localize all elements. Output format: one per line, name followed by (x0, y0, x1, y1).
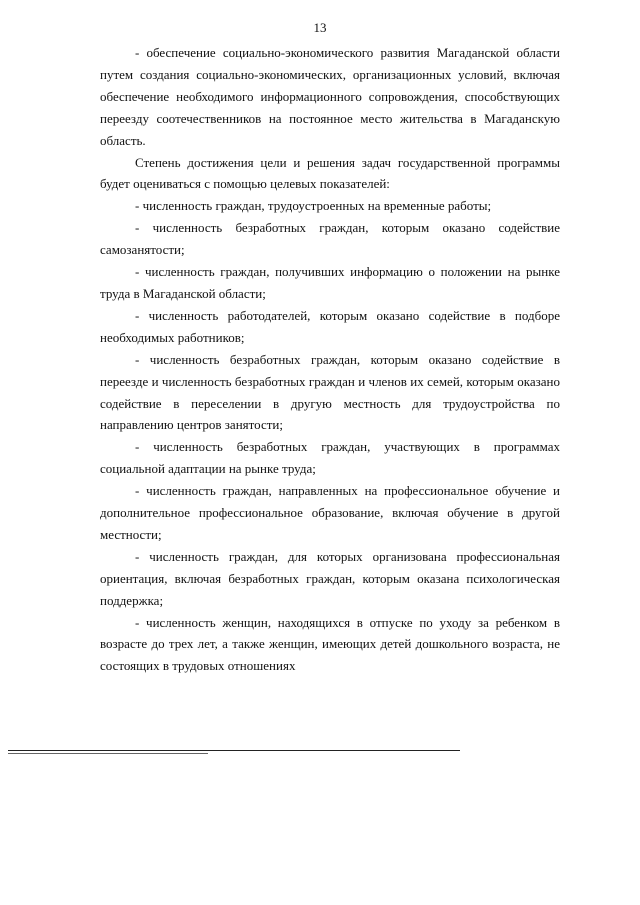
indicator-relocation: - численность безработных граждан, которым оказано содействие в переезде и численность безработных граждан и членов их семей, которым оказано содействие в переселении в другую местность для трудоустройства по направлению центров занятости; (100, 351, 560, 433)
indicator-labor-market-info: - численность граждан, получивших информацию о положении на рынке труда в Магаданской области; (100, 264, 560, 301)
paragraph-development-goal: - обеспечение социально-экономического развития Магаданской области путем создания социально-экономических, организационных условий, включая обеспечение необходимого информационного сопровождения, способствующих переезду соотечественников на постоянное место жительства в Магаданскую область. (100, 45, 560, 148)
indicator-social-adaptation: - численность безработных граждан, участвующих в программах социальной адаптации на рынке труда; (100, 439, 560, 477)
paragraph-indicators-intro: Степень достижения цели и решения задач государственной программы будет оцениваться с помощью целевых показателей: (100, 154, 560, 192)
footnote-separator-shadow (8, 753, 208, 754)
document-body (100, 42, 560, 677)
indicator-women-parental-leave: - численность женщин, находящихся в отпуске по уходу за ребенком в возрасте до трех лет, а также женщин, имеющих детей дошкольного возраста, не состоящих в трудовых отношениях (100, 614, 560, 674)
indicator-temporary-jobs: - численность граждан, трудоустроенных на временные работы; (135, 198, 492, 214)
page-number: 13 (313, 20, 327, 35)
indicator-employers-assistance: - численность работодателей, которым оказано содействие в подборе необходимых работников; (100, 307, 560, 345)
indicator-vocational-training: - численность граждан, направленных на профессиональное обучение и дополнительное профессиональное образование, включая обучение в другой местности; (100, 483, 560, 542)
footnote-separator (8, 750, 460, 751)
indicator-self-employment: - численность безработных граждан, которым оказано содействие самозанятости; (100, 220, 560, 258)
indicator-career-guidance: - численность граждан, для которых организована профессиональная ориентация, включая безработных граждан, которым оказана психологическая поддержка; (100, 548, 560, 608)
